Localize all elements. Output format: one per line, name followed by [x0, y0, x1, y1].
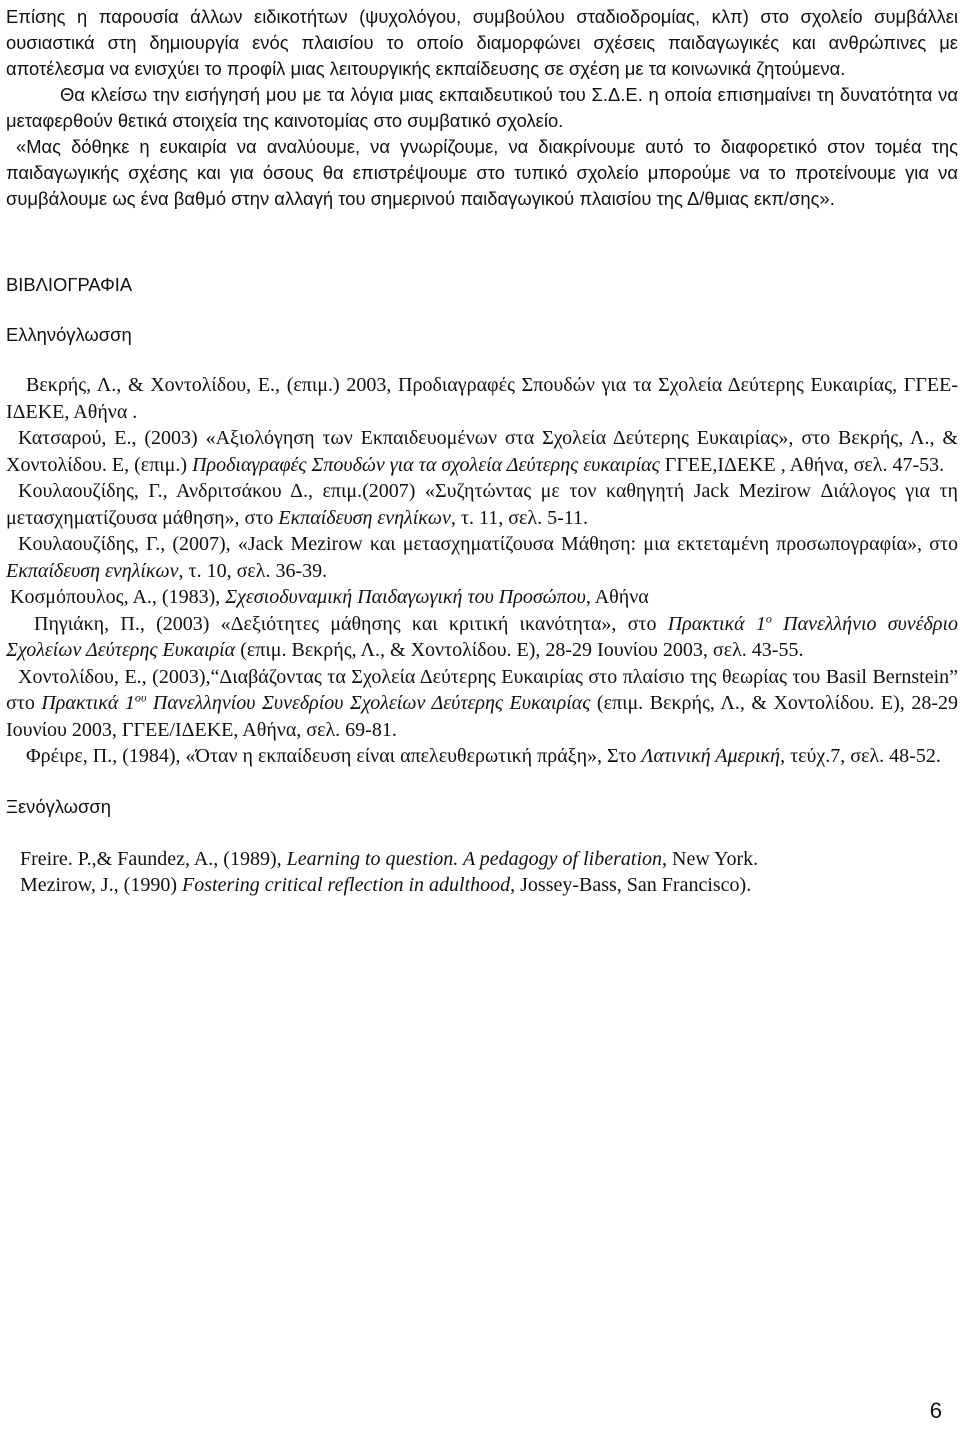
bib-entry: Φρέιρε, Π., (1984), «Όταν η εκπαίδευση είναι απελευθερωτική πράξη», Στο Λατινική Αμερική, τεύχ.7, σελ. 48-52.	[26, 745, 941, 767]
greek-bibliography-list	[6, 372, 958, 770]
document-page	[6, 4, 958, 899]
page-number: 6	[929, 1398, 942, 1423]
bib-entry: Κατσαρού, Ε., (2003) «Αξιολόγηση των Εκπαιδευομένων στα Σχολεία Δεύτερης Ευκαιρίας», στο Βεκρής, Λ., & Χοντολίδου. Ε, (επιμ.) Προδιαγραφές Σπουδών για τα σχολεία Δεύτερης ευκαιρίας ΓΓΕΕ,ΙΔΕΚΕ , Αθήνα, σελ. 47-53.	[6, 427, 958, 476]
greek-bibliography-heading: Ελληνόγλωσση	[6, 324, 132, 345]
foreign-bibliography-heading: Ξενόγλωσση	[6, 795, 111, 817]
paragraph-specialists: Επίσης η παρουσία άλλων ειδικοτήτων (ψυχολόγου, συμβούλου σταδιοδρομίας, κλπ) στο σχολείο συμβάλλει ουσιαστικά στη δημιουργία ενός πλαισίου το οποίο διαμορφώνει σχέσεις παιδαγωγικές και ανθρώπινες με αποτέλεσμα να ενισχύει το προφίλ μιας λειτουργικής εκπαίδευσης σε σχέση με τα κοινωνικά ζητούμενα.	[6, 6, 958, 79]
bib-entry: Mezirow, J., (1990) Fostering critical reflection in adulthood, Jossey-Bass, San Francisco).	[20, 874, 752, 896]
bib-entry: Βεκρής, Λ., & Χοντολίδου, Ε., (επιμ.) 2003, Προδιαγραφές Σπουδών για τα Σχολεία Δεύτερης Ευκαιρίας, ΓΓΕΕ-ΙΔΕΚΕ, Αθήνα .	[6, 374, 958, 423]
bib-entry: Κοσμόπουλος, Α., (1983), Σχεσιοδυναμική Παιδαγωγική του Προσώπου, Αθήνα	[10, 586, 649, 608]
bib-entry: Πηγιάκη, Π., (2003) «Δεξιότητες μάθησης και κριτική ικανότητα», στο Πρακτικά $1^o$ Πανελλήνιο συνέδριο Σχολείων Δεύτερης Ευκαιρία (επιμ. Βεκρής, Λ., & Χοντολίδου. Ε), 28-29 Ιουνίου 2003, σελ. 43-55.	[6, 610, 959, 661]
foreign-bibliography-list	[6, 846, 958, 899]
bib-entry: Freire. P.,& Faundez, A., (1989), Learning to question. A pedagogy of liberation, New York.	[20, 847, 759, 870]
paragraph-closing: Θα κλείσω την εισήγησή μου με τα λόγια μιας εκπαιδευτικού του Σ.Δ.Ε. η οποία επισημαίνει τη δυνατότητα να μεταφερθούν θετικά στοιχεία της καινοτομίας στο συμβατικό σχολείο.	[6, 84, 958, 131]
bib-entry: Κουλαουζίδης, Γ., (2007), «Jack Mezirow και μετασχηματίζουσα Μάθηση: μια εκτεταμένη προσωπογραφία», στο Εκπαίδευση ενηλίκων, τ. 10, σελ. 36-39.	[6, 533, 958, 582]
paragraph-quote: «Μας δόθηκε η ευκαιρία να αναλύουμε, να γνωρίζουμε, να διακρίνουμε αυτό το διαφορετικό στον τομέα της παιδαγωγικής σχέσης και για όσους θα επιστρέψουμε στο τυπικό σχολείο μπορούμε να το προτείνουμε για να συμβάλουμε ως ένα βαθμό στην αλλαγή του σημερινού παιδαγωγικού πλαισίου της Δ/θμιας εκπ/σης».	[6, 136, 958, 209]
bib-entry: Χοντολίδου, Ε., (2003),“Διαβάζοντας τα Σχολεία Δεύτερης Ευκαιρίας στο πλαίσιο της θεωρίας του Basil Bernstein” στο Πρακτικά $1^{o\upsilon}$ Πανελληνίου Συνεδρίου Σχολείων Δεύτερης Ευκαιρίας (επιμ. Βεκρής, Λ., & Χοντολίδου. Ε), 28-29 Ιουνίου 2003, ΓΓΕΕ/ΙΔΕΚΕ, Αθήνα, σελ. 69-81.	[6, 665, 958, 741]
bib-entry: Κουλαουζίδης, Γ., Ανδριτσάκου Δ., επιμ.(2007) «Συζητώντας με τον καθηγητή Jack Mezirow Διάλογος για τη μετασχηματίζουσα μάθηση», στο Εκπαίδευση ενηλίκων, τ. 11, σελ. 5-11.	[6, 480, 958, 529]
bibliography-title: ΒΙΒΛΙΟΓΡΑΦΙΑ	[6, 274, 133, 295]
